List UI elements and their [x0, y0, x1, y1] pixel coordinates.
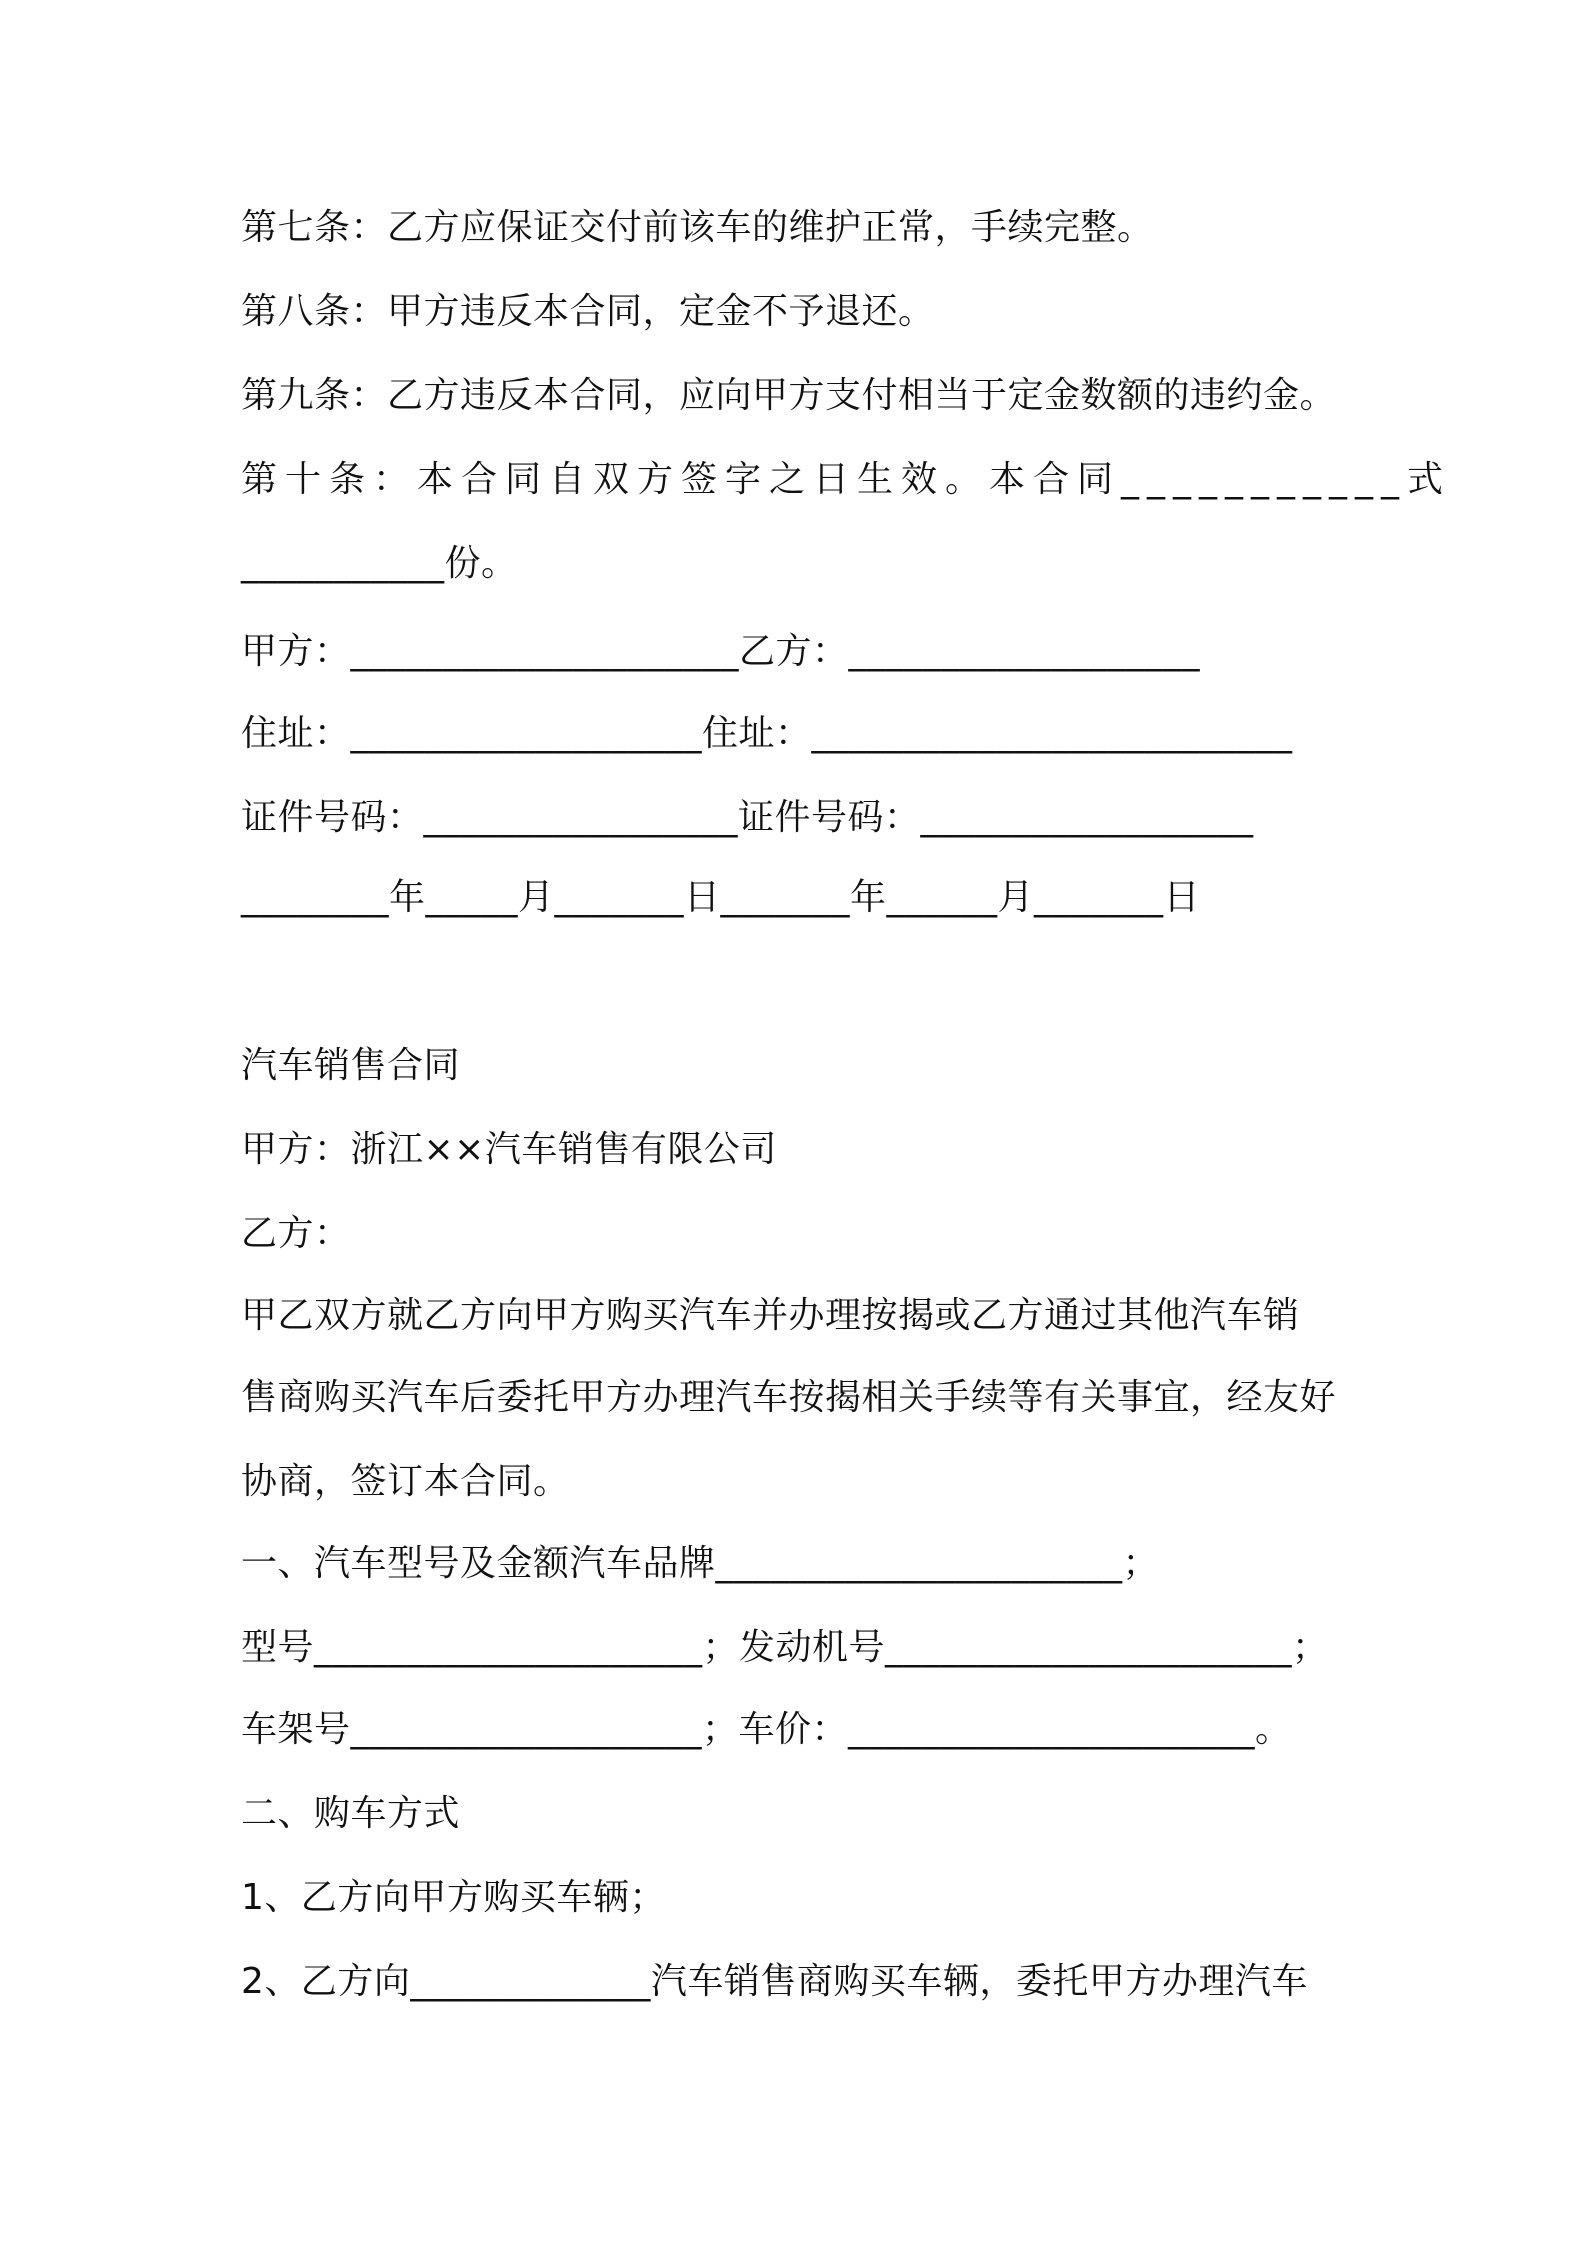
intro-line-2: 售商购买汽车后委托甲方办理汽车按揭相关手续等有关事宜，经友好	[241, 1377, 1337, 1418]
intro-line-3: 协商，签订本合同。	[241, 1461, 570, 1502]
model-engine-line: 型号_____________________；发动机号______________________；	[241, 1627, 1329, 1668]
section-1-heading: 一、汽车型号及金额汽车品牌______________________；	[241, 1543, 1160, 1584]
intro-line-1: 甲乙双方就乙方向甲方购买汽车并办理按揭或乙方通过其他汽车销	[241, 1295, 1300, 1336]
signature-date-line: ________年_____月_______日_______年______月_______日	[241, 877, 1200, 918]
clause-9: 第九条：乙方违反本合同，应向甲方支付相当于定金数额的违约金。	[241, 375, 1337, 416]
clause-7: 第七条：乙方应保证交付前该车的维护正常，手续完整。	[241, 207, 1154, 248]
party-a-line: 甲方：浙江××汽车销售有限公司	[241, 1129, 777, 1170]
purchase-item-1: 1、乙方向甲方购买车辆；	[241, 1877, 666, 1918]
section-2-heading: 二、购车方式	[241, 1793, 461, 1834]
contract-title: 汽车销售合同	[241, 1045, 461, 1086]
clause-10-line-1: 第十条：本合同自双方签字之日生效。本合同___________式	[241, 459, 1452, 500]
clause-8: 第八条：甲方违反本合同，定金不予退还。	[241, 291, 935, 332]
signature-party-line: 甲方：_____________________乙方：___________________	[241, 631, 1201, 672]
clause-10-line-2: ___________份。	[241, 543, 518, 584]
purchase-item-2: 2、乙方向_____________汽车销售商购买车辆，委托甲方办理汽车	[241, 1961, 1308, 2002]
party-b-line: 乙方：	[241, 1213, 351, 1254]
signature-id-line: 证件号码：_________________证件号码：__________________	[241, 797, 1254, 838]
signature-address-line: 住址：___________________住址：__________________________	[241, 713, 1293, 754]
frame-price-line: 车架号___________________；车价：______________________。	[241, 1709, 1292, 1750]
